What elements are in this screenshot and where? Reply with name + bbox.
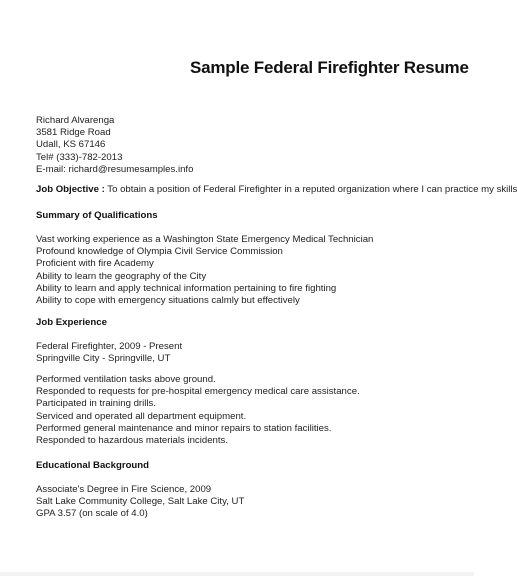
experience-duties: [36, 374, 360, 447]
experience-position: Federal Firefighter, 2009 - Present: [36, 341, 183, 352]
education-degree: Associate's Degree in Fire Science, 2009: [36, 484, 212, 495]
contact-address: 3581 Ridge Road: [36, 127, 111, 139]
objective-label: Job Objective :: [36, 184, 105, 195]
list-item: Profound knowledge of Olympia Civil Service Commission: [36, 246, 283, 258]
contact-email: E-mail: richard@resumesamples.info: [36, 163, 194, 175]
list-item: Participated in training drills.: [36, 398, 156, 410]
education-school: Salt Lake Community College, Salt Lake City, UT: [36, 496, 245, 508]
list-item: Performed ventilation tasks above ground.: [36, 374, 216, 385]
education-gpa: GPA 3.57 (on scale of 4.0): [36, 508, 148, 520]
contact-city: Udall, KS 67146: [36, 139, 106, 151]
objective-text: To obtain a position of Federal Firefighter in a reputed organization where I can practice my skills: [104, 184, 517, 195]
list-item: Ability to learn and apply technical information pertaining to fire fighting: [36, 282, 337, 294]
list-item: Proficient with fire Academy: [36, 258, 154, 270]
contact-name: Richard Alvarenga: [36, 115, 115, 126]
list-item: Performed general maintenance and minor repairs to station facilities.: [36, 422, 332, 434]
qualifications-heading: Summary of Qualifications: [36, 210, 158, 221]
list-item: Serviced and operated all department equipment.: [36, 410, 247, 422]
list-item: Ability to learn the geography of the City: [36, 270, 207, 282]
qualifications-list: [36, 234, 373, 307]
contact-block: [36, 115, 193, 176]
page-bottom-edge: [0, 572, 474, 576]
contact-phone: Tel# (333)-782-2013: [36, 151, 123, 163]
education-block: [36, 484, 244, 521]
list-item: Ability to cope with emergency situations calmly but effectively: [36, 294, 300, 306]
experience-location: Springville City - Springville, UT: [36, 353, 171, 365]
list-item: Vast working experience as a Washington State Emergency Medical Technician: [36, 234, 374, 245]
list-item: Responded to hazardous materials incidents.: [36, 434, 228, 446]
page-title: Sample Federal Firefighter Resume: [190, 58, 469, 77]
job-objective: [36, 184, 517, 195]
experience-role: [36, 341, 182, 365]
list-item: Responded to requests for pre-hospital emergency medical care assistance.: [36, 386, 360, 398]
education-heading: Educational Background: [36, 460, 150, 471]
experience-heading: Job Experience: [36, 317, 107, 328]
